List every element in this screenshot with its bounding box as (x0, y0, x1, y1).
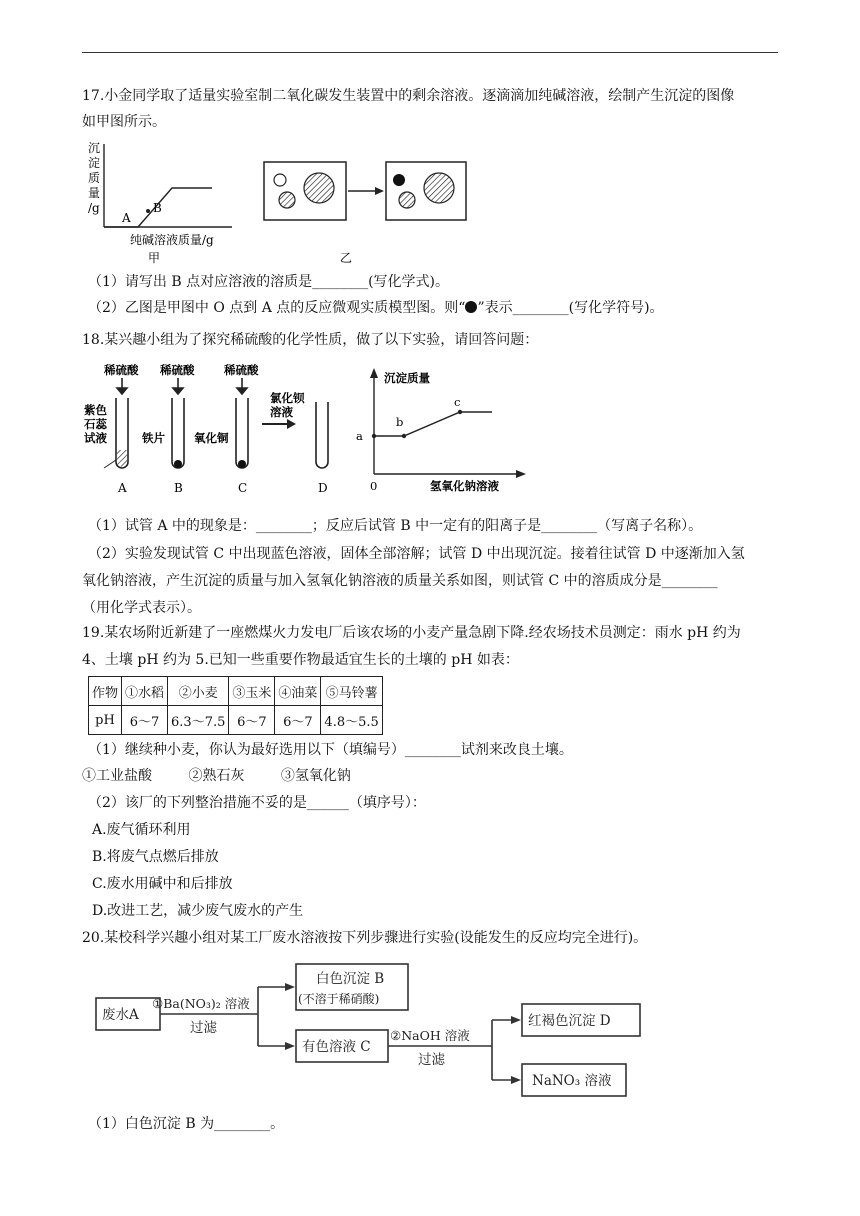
q18-stem: 18.某兴趣小组为了探究稀硫酸的化学性质，做了以下实验，请回答问题： (82, 332, 539, 348)
q18-sub1: （1）试管 A 中的现象是：________；反应后试管 B 中一定有的阳离子是________（写离子名称）。 (88, 518, 703, 534)
label-iron-piece: 铁片 (142, 431, 165, 445)
graph-label-b: b (396, 415, 404, 429)
svg-text:质: 质 (88, 171, 101, 185)
tube-label-b: B (174, 481, 183, 495)
q17-stem-line1: 17.小金同学取了适量实验室制二氧化碳发生装置中的剩余溶液。逐滴滴加纯碱溶液，绘制产生沉淀的图像 (82, 88, 735, 104)
table-row (89, 677, 383, 706)
graph-label-c: c (454, 395, 461, 409)
table-row (89, 706, 383, 735)
table-cell: pH (89, 706, 122, 735)
iron-piece (174, 460, 182, 468)
yi-black-particle (393, 174, 405, 186)
q18-sub2-line2: 氧化钠溶液，产生沉淀的质量与加入氢氧化钠溶液的质量关系如图，则试管 C 中的溶质成分是________ (82, 573, 718, 589)
reagent-line1: 氯化钡 (270, 391, 305, 405)
tube-d (316, 402, 328, 468)
q19-choice-c: C.废水用碱中和后排放 (92, 876, 233, 892)
table-cell: ①水稻 (122, 677, 168, 706)
q19-choice-a: A.废气循环利用 (92, 822, 191, 838)
q18-sub2-line3: （用化学式表示）。 (82, 600, 201, 616)
graph-point-a (372, 434, 376, 438)
graph-label-a: a (356, 429, 363, 443)
graph-x-label: 氢氧化钠溶液 (430, 479, 499, 493)
jia-caption: 甲 (148, 251, 161, 265)
flow-label-b1: 白色沉淀 B (316, 971, 385, 987)
acid-label-a: 稀硫酸 (104, 363, 139, 377)
q17-sub1: （1）请写出 B 点对应溶液的溶质是________(写化学式)。 (88, 274, 450, 290)
q17-figure-yi (262, 160, 472, 265)
q19-choice-d: D.改进工艺，减少废气废水的产生 (92, 903, 304, 919)
yi-white-particle (274, 174, 286, 186)
flow-step2-top: ②NaOH 溶液 (390, 1028, 470, 1043)
jia-y-axis-label (88, 141, 100, 215)
crop-ph-table (88, 676, 383, 735)
tube-label-d: D (318, 481, 328, 495)
q20-sub1: （1）白色沉淀 B 为________。 (88, 1116, 285, 1132)
jia-point-b (146, 209, 150, 213)
q18-sub2-line1: （2）实验发现试管 C 中出现蓝色溶液，固体全部溶解；试管 D 中出现沉淀。接着往试管 D 中逐渐加入氢 (88, 546, 745, 562)
graph-y-label: 沉淀质量 (384, 371, 430, 385)
table-cell: 6～7 (275, 706, 321, 735)
svg-text:/g: /g (88, 201, 100, 215)
q19-options: ①工业盐酸 ②熟石灰 ③氢氧化钠 (82, 768, 351, 784)
table-cell: 6～7 (229, 706, 275, 735)
svg-text:石蕊: 石蕊 (84, 417, 107, 431)
svg-text:试液: 试液 (84, 431, 107, 445)
yi-caption: 乙 (340, 251, 353, 265)
tube-label-c: C (238, 481, 248, 495)
table-cell: ④油菜 (275, 677, 321, 706)
header-rule (82, 52, 778, 53)
q19-sub2: （2）该厂的下列整治措施不妥的是______（填序号）： (88, 795, 426, 811)
flow-step1-bottom: 过滤 (190, 1020, 217, 1036)
q20-stem: 20.某校科学兴趣小组对某工厂废水溶液按下列步骤进行实验(设能发生的反应均完全进行)。 (82, 930, 648, 946)
tube-c (236, 398, 248, 468)
label-copper-oxide: 氧化铜 (194, 431, 229, 445)
svg-text:淀: 淀 (88, 156, 101, 170)
svg-text:量: 量 (88, 186, 101, 200)
flow-step2-bottom: 过滤 (418, 1052, 445, 1068)
q17-stem-line2: 如甲图所示。 (82, 114, 166, 130)
table-cell: ③玉米 (229, 677, 275, 706)
flow-label-a: 废水A (102, 1007, 139, 1023)
graph-curve (374, 412, 492, 436)
q19-choice-b: B.将废气点燃后排放 (92, 849, 219, 865)
q17-sub2: （2）乙图是甲图中 O 点到 A 点的反应微观实质模型图。则“ ”表示________(写化学符号)。 (88, 300, 664, 316)
flow-label-b2: (不溶于稀硝酸) (298, 992, 380, 1006)
q19-sub1: （1）继续种小麦，你认为最好选用以下（填编号）________试剂来改良土壤。 (88, 742, 573, 758)
q18-test-tubes-figure (82, 358, 352, 498)
table-cell: ⑤马铃薯 (321, 677, 382, 706)
flow-label-c: 有色溶液 C (302, 1039, 371, 1055)
table-cell: 6～7 (122, 706, 168, 735)
jia-label-a: A (122, 211, 131, 225)
q18-precipitate-graph (350, 362, 530, 498)
graph-origin: 0 (370, 479, 378, 493)
q17-figure-jia (82, 140, 242, 265)
table-cell: 6.3～7.5 (168, 706, 229, 735)
q20-flowchart (82, 958, 662, 1104)
label-a-line1: 紫色 (84, 403, 107, 417)
reagent-line2: 溶液 (270, 405, 293, 419)
table-cell: 4.8～5.5 (321, 706, 382, 735)
acid-label-b: 稀硫酸 (160, 363, 195, 377)
yi-large-hatched-particle (304, 173, 334, 203)
graph-point-c (458, 410, 462, 414)
q19-stem-line1: 19.某农场附近新建了一座燃煤火力发电厂后该农场的小麦产量急剧下降.经农场技术员测定：雨水 pH 约为 (82, 625, 741, 641)
q19-stem-line2: 4、土壤 pH 约为 5.已知一些重要作物最适宜生长的土壤的 pH 如表： (82, 652, 519, 668)
jia-label-b: B (153, 201, 162, 215)
copper-oxide-solid (238, 460, 246, 468)
acid-label-c: 稀硫酸 (224, 363, 259, 377)
flow-step1-top: ①Ba(NO₃)₂ 溶液 (152, 996, 250, 1011)
flow-label-d: 红褐色沉淀 D (528, 1013, 611, 1029)
jia-x-axis-label: 纯碱溶液质量/g (130, 233, 214, 247)
black-particle-icon (465, 301, 477, 313)
graph-point-b (402, 434, 406, 438)
tube-label-a: A (118, 481, 127, 495)
table-cell: 作物 (89, 677, 122, 706)
tube-b (172, 398, 184, 468)
flow-label-e: NaNO₃ 溶液 (532, 1073, 612, 1089)
table-cell: ②小麦 (168, 677, 229, 706)
yi-small-hatched-particle (279, 192, 295, 208)
svg-text:沉: 沉 (88, 141, 101, 155)
